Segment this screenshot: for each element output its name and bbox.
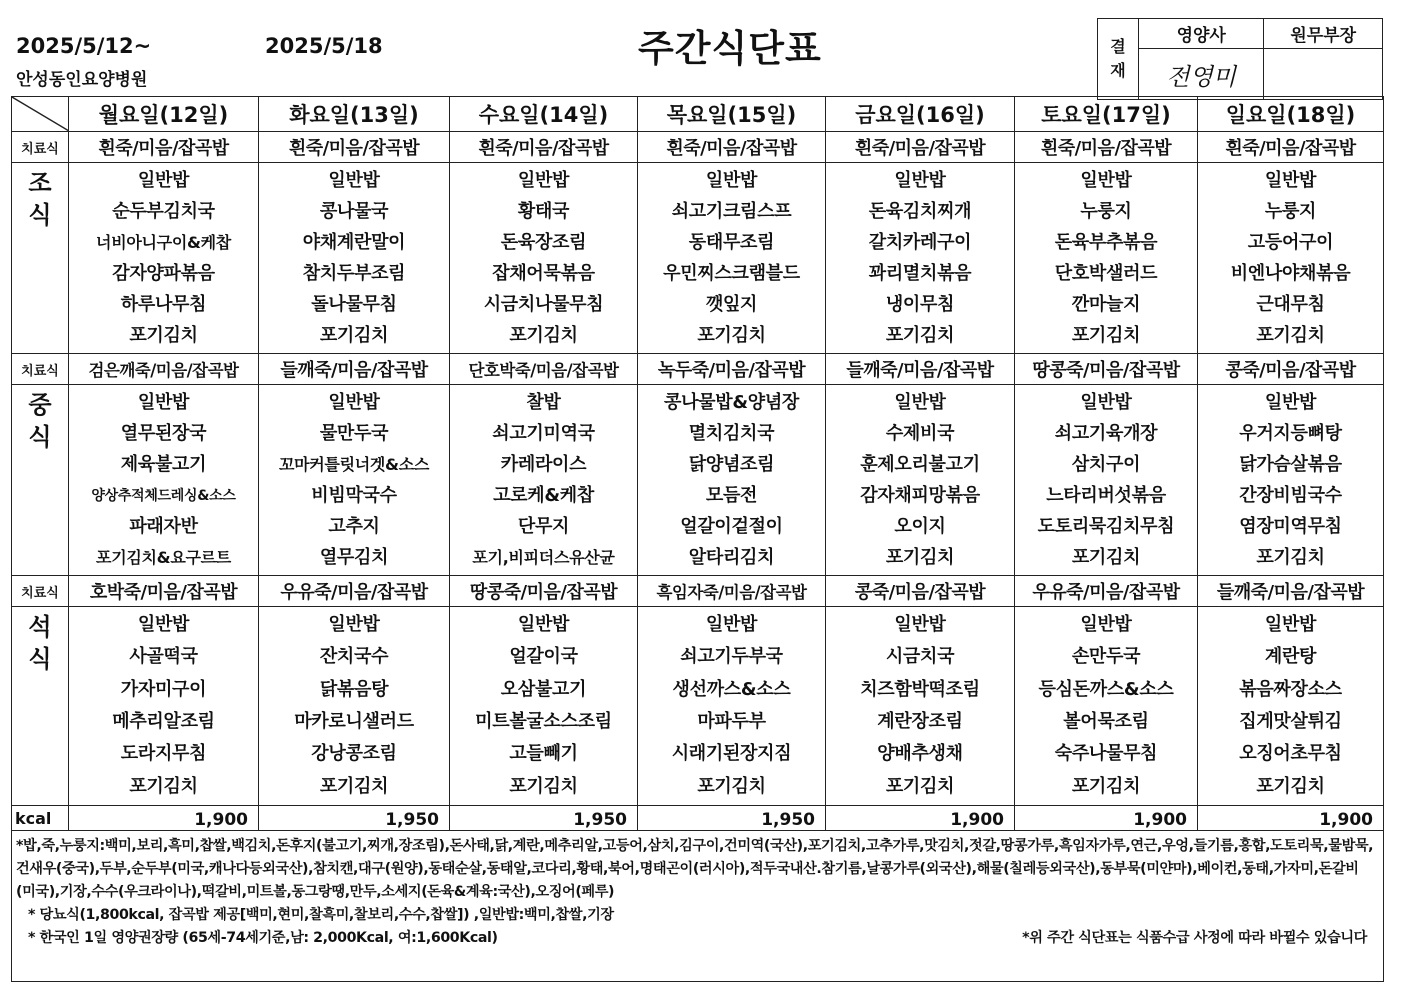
menu-item: 일반밥 bbox=[137, 391, 190, 413]
menu-day-cell bbox=[638, 385, 826, 576]
menu-item: 제육불고기 bbox=[120, 453, 207, 475]
menu-day-cell bbox=[450, 163, 638, 354]
day-header-sun: 일요일(18일) bbox=[1198, 97, 1384, 132]
diagonal-line bbox=[12, 97, 69, 131]
porridge-cell: 흰죽/미음/잡곡밥 bbox=[69, 132, 259, 163]
menu-item: 포기김치&요구르트 bbox=[96, 547, 231, 567]
menu-item: 일반밥 bbox=[705, 614, 758, 636]
menu-item: 양상추적체드레싱&소스 bbox=[91, 487, 236, 504]
therapy-row-breakfast bbox=[12, 132, 1384, 163]
menu-item: 깐마늘지 bbox=[1071, 293, 1141, 315]
kcal-value: 1,950 bbox=[638, 806, 826, 831]
kcal-value: 1,950 bbox=[450, 806, 638, 831]
menu-item: 일반밥 bbox=[1080, 614, 1132, 636]
therapy-label: 치료식 bbox=[12, 132, 69, 163]
meal-label-breakfast: 조 식 bbox=[12, 163, 69, 354]
hospital-name: 안성동인요양병원 bbox=[16, 70, 148, 90]
menu-item: 일반밥 bbox=[705, 169, 758, 191]
notes-row bbox=[12, 831, 1384, 982]
kcal-label: kcal bbox=[12, 806, 69, 831]
menu-day-cell bbox=[1015, 163, 1198, 354]
menu-item: 계란탕 bbox=[1264, 646, 1317, 668]
menu-item: 쇠고기두부국 bbox=[680, 646, 783, 668]
menu-item: 메추리알조림 bbox=[112, 711, 215, 733]
menu-day-cell bbox=[1198, 163, 1384, 354]
menu-day-cell bbox=[826, 163, 1015, 354]
menu-item: 일반밥 bbox=[517, 169, 570, 191]
menu-item: 순두부김치국 bbox=[112, 200, 215, 222]
menu-day-cell bbox=[69, 607, 259, 806]
menu-item: 포기김치 bbox=[1071, 546, 1141, 568]
meal-label-dinner: 석 식 bbox=[12, 607, 69, 806]
kcal-row bbox=[12, 806, 1384, 831]
menu-item: 포기김치 bbox=[129, 775, 198, 797]
menu-item: 멸치김치국 bbox=[688, 422, 775, 444]
menu-item: 열무김치 bbox=[319, 546, 389, 568]
menu-item: 훈제오리불고기 bbox=[860, 453, 980, 475]
menu-item: 돈육장조림 bbox=[500, 231, 587, 253]
menu-item: 일반밥 bbox=[894, 391, 946, 413]
menu-item: 잔치국수 bbox=[319, 646, 389, 668]
menu-item: 누룽지 bbox=[1264, 200, 1317, 222]
therapy-label: 치료식 bbox=[12, 354, 69, 385]
menu-item: 일반밥 bbox=[328, 614, 380, 636]
menu-item: 열무된장국 bbox=[120, 422, 207, 444]
menu-day-cell bbox=[1015, 607, 1198, 806]
therapy-row-lunch bbox=[12, 354, 1384, 385]
menu-item: 마파두부 bbox=[697, 711, 766, 733]
menu-item: 볶음짜장소스 bbox=[1239, 678, 1342, 700]
menu-item: 포기김치 bbox=[697, 324, 766, 346]
approval-col-dietitian: 영양사 bbox=[1139, 19, 1264, 49]
day-header-sat: 토요일(17일) bbox=[1015, 97, 1198, 132]
menu-day-cell bbox=[259, 385, 450, 576]
menu-day-cell bbox=[259, 607, 450, 806]
weekly-menu-table bbox=[11, 96, 1384, 982]
menu-item: 치즈함박떡조림 bbox=[860, 678, 980, 700]
menu-item: 일반밥 bbox=[1080, 169, 1132, 191]
menu-item: 하루나무침 bbox=[120, 293, 207, 315]
menu-item: 일반밥 bbox=[894, 169, 946, 191]
menu-item: 등심돈까스&소스 bbox=[1038, 678, 1174, 700]
menu-item: 숙주나물무침 bbox=[1054, 743, 1158, 765]
menu-item: 시금치나물무침 bbox=[483, 293, 604, 315]
menu-item: 돈육김치찌개 bbox=[868, 200, 972, 222]
menu-item: 모듬전 bbox=[705, 484, 758, 506]
meal-label-lunch: 중 식 bbox=[12, 385, 69, 576]
kcal-value: 1,900 bbox=[69, 806, 259, 831]
menu-item: 단무지 bbox=[517, 515, 570, 537]
menu-item: 포기,비피더스유산균 bbox=[472, 547, 615, 567]
porridge-cell: 흑임자죽/미음/잡곡밥 bbox=[638, 576, 826, 607]
menu-item: 야채계란말이 bbox=[302, 231, 406, 253]
menu-item: 일반밥 bbox=[1264, 614, 1317, 636]
menu-item: 닭가슴살볶음 bbox=[1239, 453, 1342, 475]
menu-item: 쇠고기크림스프 bbox=[671, 200, 792, 222]
menu-item: 포기김치 bbox=[129, 324, 198, 346]
menu-item: 강낭콩조림 bbox=[311, 743, 397, 765]
menu-item: 포기김치 bbox=[1256, 546, 1325, 568]
therapy-label: 치료식 bbox=[12, 576, 69, 607]
menu-item: 포기김치 bbox=[697, 775, 766, 797]
therapy-row-dinner bbox=[12, 576, 1384, 607]
menu-item: 고들빼기 bbox=[509, 743, 578, 765]
kcal-value: 1,950 bbox=[259, 806, 450, 831]
menu-item: 쇠고기육개장 bbox=[1054, 422, 1158, 444]
menu-item: 생선까스&소스 bbox=[672, 678, 791, 700]
menu-item: 염장미역무침 bbox=[1239, 515, 1342, 537]
porridge-cell: 콩죽/미음/잡곡밥 bbox=[1198, 354, 1384, 385]
menu-item: 너비아니구이&케찹 bbox=[96, 232, 231, 252]
menu-item: 알타리김치 bbox=[688, 546, 775, 568]
menu-item: 시래기된장지짐 bbox=[671, 743, 792, 765]
menu-item: 잡채어묵볶음 bbox=[492, 262, 595, 284]
menu-item: 일반밥 bbox=[1264, 391, 1317, 413]
day-header-fri: 금요일(16일) bbox=[826, 97, 1015, 132]
menu-item: 간장비빔국수 bbox=[1239, 484, 1342, 506]
porridge-cell: 녹두죽/미음/잡곡밥 bbox=[638, 354, 826, 385]
menu-item: 얼갈이겉절이 bbox=[680, 515, 783, 537]
menu-item: 닭볶음탕 bbox=[319, 678, 389, 700]
porridge-cell: 우유죽/미음/잡곡밥 bbox=[259, 576, 450, 607]
menu-item: 느타리버섯볶음 bbox=[1046, 484, 1166, 506]
menu-item: 일반밥 bbox=[137, 169, 190, 191]
menu-item: 포기김치 bbox=[509, 324, 578, 346]
menu-item: 일반밥 bbox=[894, 614, 946, 636]
menu-item: 포기김치 bbox=[319, 324, 389, 346]
porridge-cell: 흰죽/미음/잡곡밥 bbox=[638, 132, 826, 163]
menu-item: 카레라이스 bbox=[500, 453, 587, 475]
menu-item: 포기김치 bbox=[319, 775, 389, 797]
meal-row-dinner bbox=[12, 607, 1384, 806]
menu-item: 물만두국 bbox=[319, 422, 389, 444]
menu-item: 냉이무침 bbox=[885, 293, 955, 315]
menu-item: 얼갈이국 bbox=[509, 646, 578, 668]
menu-item: 포기김치 bbox=[885, 546, 955, 568]
corner-cell bbox=[12, 97, 69, 132]
menu-item: 꼬마커틀릿너겟&소스 bbox=[278, 454, 430, 474]
porridge-cell: 우유죽/미음/잡곡밥 bbox=[1015, 576, 1198, 607]
menu-item: 일반밥 bbox=[517, 614, 570, 636]
menu-item: 고로케&케찹 bbox=[493, 484, 594, 506]
menu-item: 도라지무침 bbox=[120, 743, 207, 765]
menu-item: 단호박샐러드 bbox=[1054, 262, 1158, 284]
menu-item: 갈치카레구이 bbox=[868, 231, 972, 253]
day-header-wed: 수요일(14일) bbox=[450, 97, 638, 132]
menu-item: 쇠고기미역국 bbox=[492, 422, 595, 444]
diabetic-note: * 당뇨식(1,800kcal, 잡곡밥 제공[백미,현미,찰흑미,찰보리,수수,찹쌀]) ,일반밥:백미,찹쌀,기장 bbox=[28, 907, 614, 923]
menu-item: 콩나물밥&양념장 bbox=[663, 391, 799, 413]
porridge-cell: 호박죽/미음/잡곡밥 bbox=[69, 576, 259, 607]
porridge-cell: 흰죽/미음/잡곡밥 bbox=[259, 132, 450, 163]
menu-day-cell bbox=[69, 163, 259, 354]
menu-item: 일반밥 bbox=[328, 391, 380, 413]
menu-item: 근대무침 bbox=[1256, 293, 1325, 315]
menu-item: 포기김치 bbox=[885, 324, 955, 346]
porridge-cell: 흰죽/미음/잡곡밥 bbox=[1015, 132, 1198, 163]
menu-item: 콩나물국 bbox=[319, 200, 389, 222]
menu-item: 포기김치 bbox=[1071, 775, 1141, 797]
porridge-cell: 콩죽/미음/잡곡밥 bbox=[826, 576, 1015, 607]
origin-note: *밥,죽,누룽지:백미,보리,흑미,찹쌀,백김치,돈후지(불고기,찌개,장조림),돈사태,닭,계란,메추리알,고등어,삼치,김구이,건미역(국산),포기김치,고추가루,맛김치,젓갈,땅콩가루,흑임자가루,연근,우엉,들기름,홍합,도토리묵,물밤묵,건새우(중국),두부,순두부(미국,캐나다등외국산),참치캔,대구(원양),동태순살,동태알,코다리,황태,북어,명태곤이(러시아),적두국내산.참기름,날콩가루(외국산),해물(칠레등외국산),동부묵(미얀마),베이컨,동태,가자미,돈갈비(미국),기장,수수(우크라이나),떡갈비,미트볼,동그랑땡,만두,소세지(돈육&계육:국산),오징어(페루) bbox=[16, 838, 1374, 900]
menu-item: 포기김치 bbox=[1071, 324, 1141, 346]
menu-item: 오징어초무침 bbox=[1239, 743, 1342, 765]
menu-day-cell bbox=[1015, 385, 1198, 576]
menu-item: 황태국 bbox=[517, 200, 570, 222]
menu-item: 일반밥 bbox=[137, 614, 190, 636]
menu-day-cell bbox=[450, 385, 638, 576]
menu-item: 동태무조림 bbox=[688, 231, 775, 253]
menu-item: 포기김치 bbox=[1256, 775, 1325, 797]
day-header-tue: 화요일(13일) bbox=[259, 97, 450, 132]
menu-day-cell bbox=[259, 163, 450, 354]
menu-item: 삼치구이 bbox=[1071, 453, 1141, 475]
menu-item: 찰밥 bbox=[526, 391, 561, 413]
menu-item: 포기김치 bbox=[1256, 324, 1325, 346]
notes-cell bbox=[12, 831, 1384, 982]
kcal-value: 1,900 bbox=[1015, 806, 1198, 831]
porridge-cell: 흰죽/미음/잡곡밥 bbox=[1198, 132, 1384, 163]
porridge-cell: 들깨죽/미음/잡곡밥 bbox=[259, 354, 450, 385]
menu-item: 일반밥 bbox=[328, 169, 380, 191]
menu-item: 우민찌스크램블드 bbox=[663, 262, 800, 284]
menu-day-cell bbox=[826, 385, 1015, 576]
signature: 전영미 bbox=[1139, 49, 1264, 100]
menu-item: 마카로니샐러드 bbox=[294, 711, 414, 733]
menu-item: 감자채피망볶음 bbox=[860, 484, 980, 506]
porridge-cell: 단호박죽/미음/잡곡밥 bbox=[450, 354, 638, 385]
porridge-cell: 흰죽/미음/잡곡밥 bbox=[826, 132, 1015, 163]
menu-item: 일반밥 bbox=[1264, 169, 1317, 191]
menu-item: 오이지 bbox=[894, 515, 946, 537]
date-start: 2025/5/12~ bbox=[16, 34, 152, 58]
day-header-thu: 목요일(15일) bbox=[638, 97, 826, 132]
day-header-row bbox=[12, 97, 1384, 132]
menu-item: 도토리묵김치무침 bbox=[1037, 515, 1175, 537]
menu-item: 오삼불고기 bbox=[500, 678, 587, 700]
menu-item: 집게맛살튀김 bbox=[1239, 711, 1342, 733]
meal-row-lunch bbox=[12, 385, 1384, 576]
kcal-value: 1,900 bbox=[826, 806, 1015, 831]
menu-item: 닭양념조림 bbox=[688, 453, 775, 475]
menu-item: 일반밥 bbox=[1080, 391, 1132, 413]
menu-item: 포기김치 bbox=[509, 775, 578, 797]
rda-note: * 한국인 1일 영양권장량 (65세-74세기준,남: 2,000Kcal, 여:1,600Kcal) bbox=[28, 930, 498, 946]
approval-empty-slot bbox=[1264, 49, 1383, 100]
menu-item: 참치두부조림 bbox=[302, 262, 406, 284]
menu-item: 수제비국 bbox=[885, 422, 955, 444]
menu-item: 볼어묵조림 bbox=[1063, 711, 1149, 733]
approval-label: 결 재 bbox=[1098, 19, 1139, 100]
menu-item: 누룽지 bbox=[1080, 200, 1132, 222]
menu-item: 돌나물무침 bbox=[311, 293, 397, 315]
approval-box bbox=[1097, 18, 1383, 100]
menu-item: 감자양파볶음 bbox=[112, 262, 215, 284]
menu-day-cell bbox=[638, 163, 826, 354]
menu-item: 계란장조림 bbox=[877, 711, 963, 733]
menu-item: 양배추생채 bbox=[877, 743, 963, 765]
menu-day-cell bbox=[826, 607, 1015, 806]
menu-item: 비빔막국수 bbox=[311, 484, 397, 506]
menu-item: 시금치국 bbox=[885, 646, 955, 668]
menu-item: 가자미구이 bbox=[120, 678, 207, 700]
approval-col-manager: 원무부장 bbox=[1264, 19, 1383, 49]
menu-item: 손만두국 bbox=[1071, 646, 1141, 668]
menu-item: 꽈리멸치볶음 bbox=[868, 262, 972, 284]
disclaimer-note: *위 주간 식단표는 식품수급 사정에 따라 바뀔수 있습니다 bbox=[1022, 930, 1367, 946]
menu-item: 사골떡국 bbox=[129, 646, 198, 668]
porridge-cell: 땅콩죽/미음/잡곡밥 bbox=[1015, 354, 1198, 385]
porridge-cell: 들깨죽/미음/잡곡밥 bbox=[826, 354, 1015, 385]
date-end: 2025/5/18 bbox=[265, 34, 383, 58]
menu-day-cell bbox=[638, 607, 826, 806]
menu-item: 미트볼굴소스조림 bbox=[475, 711, 612, 733]
kcal-value: 1,900 bbox=[1198, 806, 1384, 831]
menu-day-cell bbox=[450, 607, 638, 806]
porridge-cell: 검은깨죽/미음/잡곡밥 bbox=[69, 354, 259, 385]
menu-item: 돈육부추볶음 bbox=[1054, 231, 1158, 253]
menu-day-cell bbox=[1198, 607, 1384, 806]
menu-item: 깻잎지 bbox=[705, 293, 758, 315]
menu-item: 파래자반 bbox=[129, 515, 198, 537]
menu-item: 고추지 bbox=[328, 515, 380, 537]
day-header-mon: 월요일(12일) bbox=[69, 97, 259, 132]
menu-item: 고등어구이 bbox=[1247, 231, 1334, 253]
menu-item: 포기김치 bbox=[885, 775, 955, 797]
menu-day-cell bbox=[1198, 385, 1384, 576]
meal-row-breakfast bbox=[12, 163, 1384, 354]
porridge-cell: 들깨죽/미음/잡곡밥 bbox=[1198, 576, 1384, 607]
menu-item: 우거지등뼈탕 bbox=[1239, 422, 1342, 444]
menu-item: 비엔나야채볶음 bbox=[1230, 262, 1351, 284]
menu-day-cell bbox=[69, 385, 259, 576]
porridge-cell: 흰죽/미음/잡곡밥 bbox=[450, 132, 638, 163]
porridge-cell: 땅콩죽/미음/잡곡밥 bbox=[450, 576, 638, 607]
footer-note-line bbox=[16, 927, 1377, 950]
page-title: 주간식단표 bbox=[638, 27, 822, 70]
